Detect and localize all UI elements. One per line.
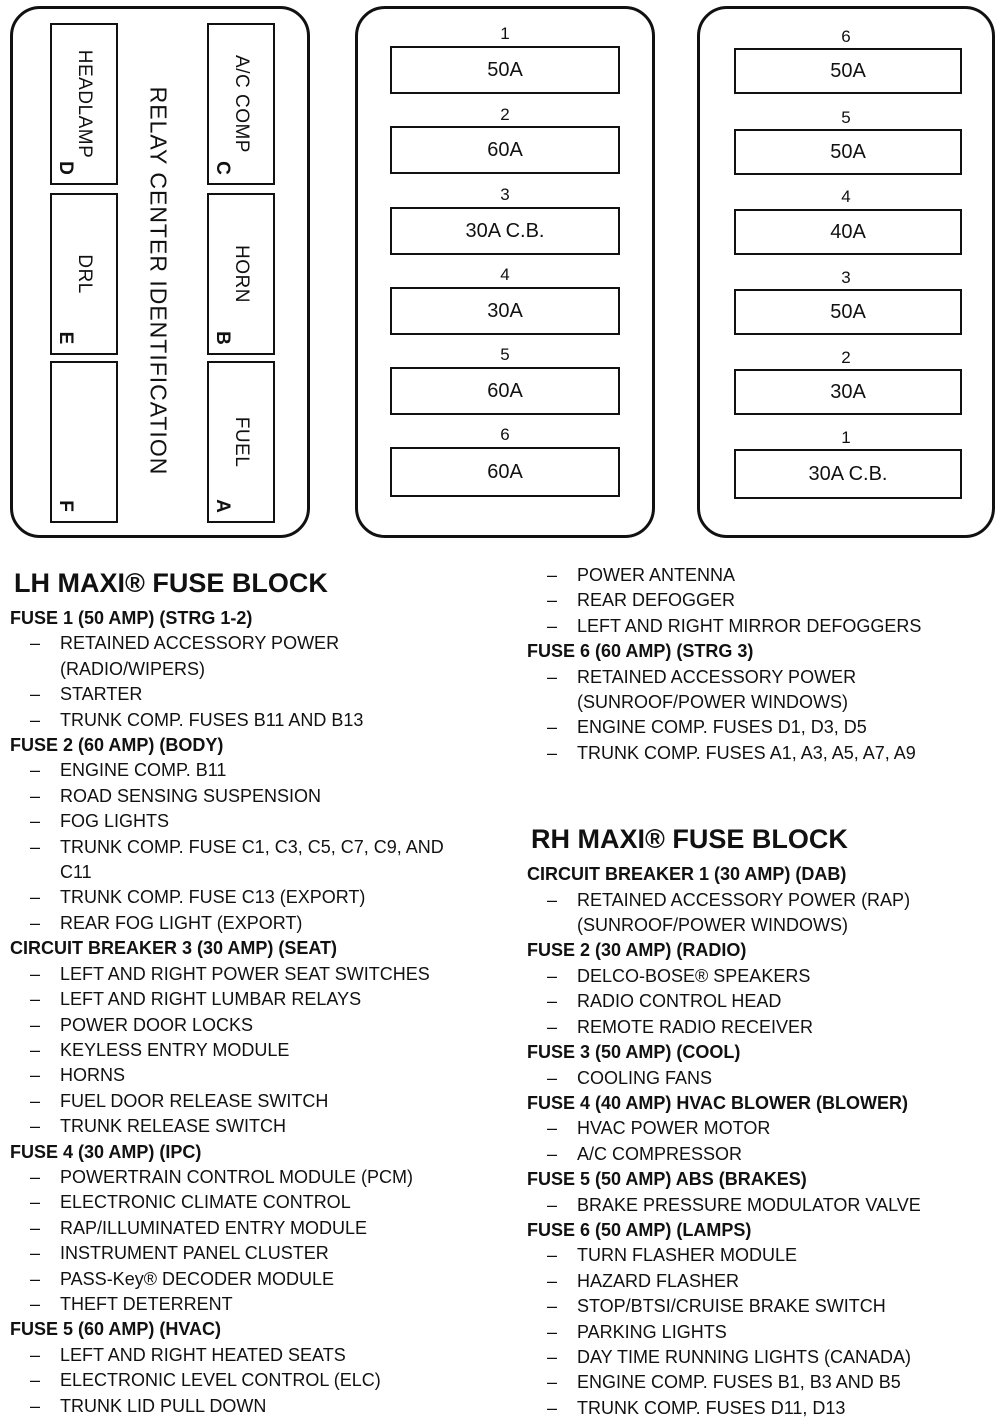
relay-b xyxy=(207,193,275,355)
list-item: – ENGINE COMP. FUSES B1, B3 AND B5 xyxy=(547,1372,901,1393)
relay-label: HORN xyxy=(231,245,252,303)
list-item: – REAR FOG LIGHT (EXPORT) xyxy=(30,912,303,933)
fuse-slot-number: 2 xyxy=(500,105,510,124)
relay-c xyxy=(207,23,275,185)
fuse-heading: FUSE 6 (60 AMP) (STRG 3) xyxy=(527,641,754,662)
rh-block-title: RH MAXI® FUSE BLOCK xyxy=(531,824,848,855)
relay-letter: A xyxy=(212,499,233,513)
relay-f xyxy=(50,361,118,523)
fuse-slot-rating: 50A xyxy=(734,48,962,94)
relay-d xyxy=(50,23,118,185)
list-item: – HVAC POWER MOTOR xyxy=(547,1118,771,1139)
relay-center-panel xyxy=(10,6,310,538)
list-item: – ELECTRONIC CLIMATE CONTROL xyxy=(30,1192,351,1213)
fuse-heading: FUSE 2 (60 AMP) (BODY) xyxy=(10,735,224,756)
fuse-slot-rating: 60A xyxy=(390,367,620,415)
lh-fuse-block-panel xyxy=(355,6,655,538)
list-item: – LEFT AND RIGHT HEATED SEATS xyxy=(30,1344,346,1365)
relay-letter: D xyxy=(55,161,76,175)
fuse-slot-rating: 60A xyxy=(390,126,620,174)
list-item-continuation: (SUNROOF/POWER WINDOWS) xyxy=(577,692,848,713)
list-item: – TRUNK COMP. FUSES D11, D13 xyxy=(547,1397,846,1418)
fuse-heading: FUSE 6 (50 AMP) (LAMPS) xyxy=(527,1219,752,1240)
fuse-heading: FUSE 4 (30 AMP) (IPC) xyxy=(10,1141,202,1162)
fuse-heading: FUSE 3 (50 AMP) (COOL) xyxy=(527,1042,741,1063)
fuse-heading: FUSE 2 (30 AMP) (RADIO) xyxy=(527,940,747,961)
list-item: – RETAINED ACCESSORY POWER xyxy=(547,666,857,687)
fuse-slot-rating: 60A xyxy=(390,447,620,497)
list-item: – A/C COMPRESSOR xyxy=(547,1143,743,1164)
list-item: – BRAKE PRESSURE MODULATOR VALVE xyxy=(547,1194,921,1215)
list-item: – RADIO CONTROL HEAD xyxy=(547,991,782,1012)
list-item: – POWER DOOR LOCKS xyxy=(30,1014,254,1035)
fuse-slot-number: 6 xyxy=(500,425,510,444)
fuse-slot-rating: 30A xyxy=(390,287,620,335)
list-item: – POWER ANTENNA xyxy=(547,565,736,585)
list-item: – TRUNK COMP. FUSE C13 (EXPORT) xyxy=(30,887,366,908)
list-item: – POWERTRAIN CONTROL MODULE (PCM) xyxy=(30,1166,414,1187)
fuse-slot-rating: 30A xyxy=(734,369,962,415)
lh-fuse-list xyxy=(10,558,500,1419)
relay-e xyxy=(50,193,118,355)
list-item: – HAZARD FLASHER xyxy=(547,1270,740,1291)
list-item: – ROAD SENSING SUSPENSION xyxy=(30,785,322,806)
lh-block-title: LH MAXI® FUSE BLOCK xyxy=(14,568,328,598)
list-item: – TRUNK LID PULL DOWN xyxy=(30,1395,267,1416)
fuse-slot-number: 1 xyxy=(841,428,851,447)
list-item: – REMOTE RADIO RECEIVER xyxy=(547,1016,814,1037)
list-item: – KEYLESS ENTRY MODULE xyxy=(30,1039,290,1060)
list-item: – TURN FLASHER MODULE xyxy=(547,1245,798,1266)
list-item: – HORNS xyxy=(30,1065,126,1086)
list-item: – THEFT DETERRENT xyxy=(30,1293,233,1314)
list-item: – TRUNK COMP. FUSES A1, A3, A5, A7, A9 xyxy=(547,742,916,763)
fuse-heading: CIRCUIT BREAKER 3 (30 AMP) (SEAT) xyxy=(10,938,338,959)
fuse-slot-number: 2 xyxy=(841,348,851,367)
relay-label: FUEL xyxy=(231,416,252,468)
fuse-slot-number: 5 xyxy=(841,108,851,127)
list-item: – RAP/ILLUMINATED ENTRY MODULE xyxy=(30,1217,368,1238)
fuse-slot-rating: 50A xyxy=(390,46,620,94)
list-item-continuation: (SUNROOF/POWER WINDOWS) xyxy=(577,915,848,936)
list-item: – LEFT AND RIGHT MIRROR DEFOGGERS xyxy=(547,615,922,636)
list-item: – PARKING LIGHTS xyxy=(547,1321,727,1342)
list-item: – TRUNK COMP. FUSES B11 AND B13 xyxy=(30,709,364,730)
fuse-heading: FUSE 5 (60 AMP) (HVAC) xyxy=(10,1319,222,1340)
list-item: – DAY TIME RUNNING LIGHTS (CANADA) xyxy=(547,1346,912,1367)
fuse-heading: FUSE 5 (50 AMP) ABS (BRAKES) xyxy=(527,1169,807,1190)
list-item-continuation: (RADIO/WIPERS) xyxy=(60,658,206,679)
relay-center-title: RELAY CENTER IDENTIFICATION xyxy=(145,86,172,476)
relay-letter: F xyxy=(55,500,76,512)
fuse-slot-rating: 40A xyxy=(734,209,962,255)
fuse-slot-rating: 50A xyxy=(734,289,962,335)
list-item: – PASS-Key® DECODER MODULE xyxy=(30,1268,334,1289)
fuse-slot-number: 5 xyxy=(500,345,510,364)
list-item: – ELECTRONIC LEVEL CONTROL (ELC) xyxy=(30,1370,381,1391)
list-item: – FUEL DOOR RELEASE SWITCH xyxy=(30,1090,329,1111)
relay-letter: E xyxy=(55,331,76,345)
list-item: – RETAINED ACCESSORY POWER xyxy=(30,633,340,654)
list-item: – LEFT AND RIGHT LUMBAR RELAYS xyxy=(30,989,362,1010)
relay-label: A/C COMP xyxy=(231,55,252,153)
list-item: – TRUNK RELEASE SWITCH xyxy=(30,1116,287,1137)
relay-letter: B xyxy=(212,331,233,345)
relay-letter: C xyxy=(212,161,233,175)
list-item: – INSTRUMENT PANEL CLUSTER xyxy=(30,1243,329,1264)
fuse-slot-number: 6 xyxy=(841,27,851,46)
fuse-heading: FUSE 1 (50 AMP) (STRG 1-2) xyxy=(10,608,253,628)
list-item: – LEFT AND RIGHT POWER SEAT SWITCHES xyxy=(30,963,430,984)
fuse-heading: FUSE 4 (40 AMP) HVAC BLOWER (BLOWER) xyxy=(527,1092,908,1113)
fuse-slot-number: 1 xyxy=(500,24,510,43)
list-item: – TRUNK COMP. FUSE C1, C3, C5, C7, C9, AND xyxy=(30,836,444,857)
fuse-slot-number: 4 xyxy=(500,265,510,284)
fuse-slot-number: 4 xyxy=(841,187,851,206)
list-item: – STARTER xyxy=(30,684,143,705)
relay-a xyxy=(207,361,275,523)
fuse-slot-number: 3 xyxy=(500,185,510,204)
list-item: – RETAINED ACCESSORY POWER (RAP) xyxy=(547,889,911,910)
fuse-slot-rating: 50A xyxy=(734,129,962,175)
list-item: – STOP/BTSI/CRUISE BRAKE SWITCH xyxy=(547,1296,886,1317)
list-item: – ENGINE COMP. B11 xyxy=(30,760,227,781)
fuse-heading: CIRCUIT BREAKER 1 (30 AMP) (DAB) xyxy=(527,864,847,885)
fuse-slot-number: 3 xyxy=(841,268,851,287)
list-item: – DELCO-BOSE® SPEAKERS xyxy=(547,965,811,986)
list-item-continuation: C11 xyxy=(60,862,92,883)
fuse-slot-rating: 30A C.B. xyxy=(390,207,620,255)
list-item: – REAR DEFOGGER xyxy=(547,590,736,611)
list-item: – COOLING FANS xyxy=(547,1067,713,1088)
list-item: – FOG LIGHTS xyxy=(30,811,170,832)
fuse-slot-rating: 30A C.B. xyxy=(734,449,962,499)
rh-fuse-list xyxy=(527,563,997,1421)
rh-fuse-block-panel xyxy=(697,6,995,538)
list-item: – ENGINE COMP. FUSES D1, D3, D5 xyxy=(547,717,867,738)
relay-label: HEADLAMP xyxy=(74,49,95,159)
relay-label: DRL xyxy=(74,254,95,294)
